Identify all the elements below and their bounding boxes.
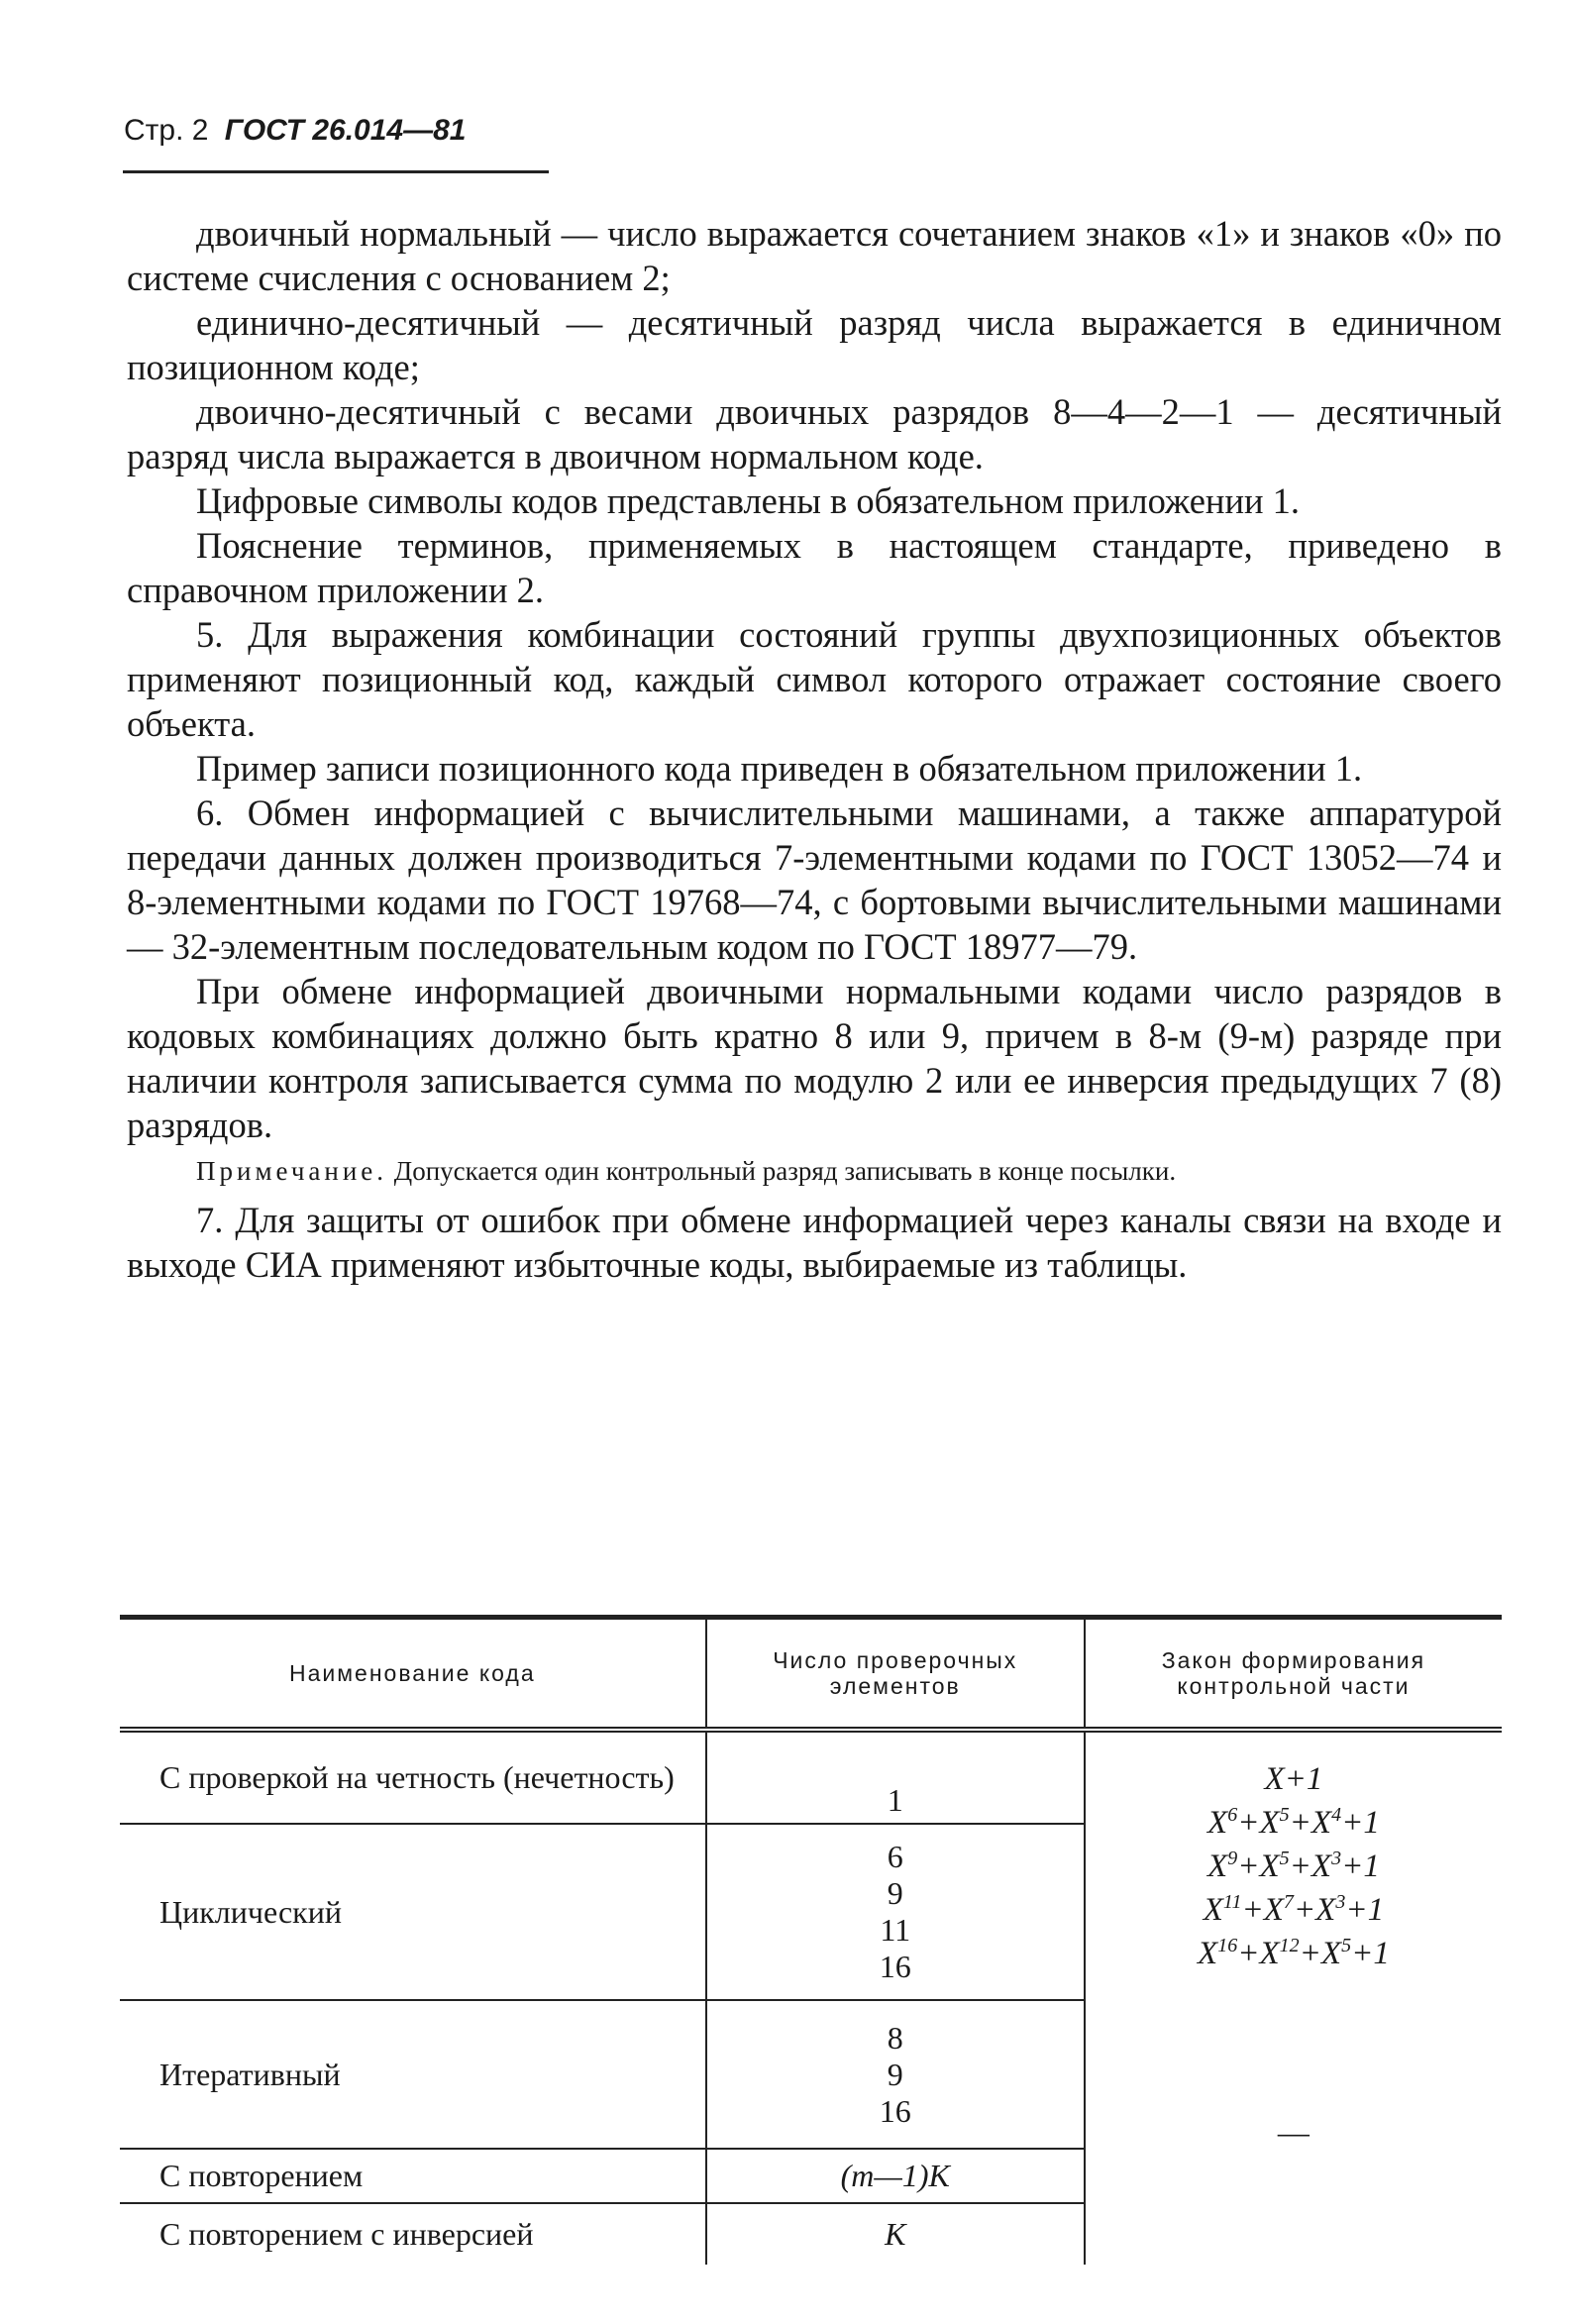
cell-name: Циклический <box>120 1824 706 2000</box>
law-cyclic-16: $X^{16}+X^{12}+X^5+1$ <box>1198 1935 1390 1971</box>
header-rule <box>123 170 549 173</box>
codes-table <box>120 1615 1502 2265</box>
header-check-count: Число проверочных элементов <box>706 1618 1085 1731</box>
header-code-name: Наименование кода <box>289 1660 536 1686</box>
header-law: Закон формирования контрольной части <box>1161 1647 1426 1699</box>
cell-name: С повторением <box>120 2149 706 2203</box>
paragraph: двоичный нормальный — число выражается сочетанием знаков «1» и знаков «0» по системе счисления с основанием 2; <box>127 213 1502 298</box>
note-text: Допускается один контрольный разряд записывать в конце посылки. <box>393 1156 1177 1186</box>
check-value: 8 <box>887 2019 903 2056</box>
cell-checks <box>706 1824 1085 2000</box>
cell-checks: (m—1)K <box>706 2149 1085 2203</box>
paragraph: двоично-десятичный с весами двоичных разрядов 8—4—2—1 — десятичный разряд числа выражается в двоичном нормальном коде. <box>127 391 1502 476</box>
check-value: 9 <box>887 1875 903 1911</box>
cell-name: С проверкой на четность (нечетность) <box>120 1730 706 1824</box>
paragraph: Пример записи позиционного кода приведен в обязательном приложении 1. <box>196 748 1363 789</box>
cell-law <box>1085 1730 1502 2000</box>
check-value: 11 <box>880 1912 911 1948</box>
paragraph: Пояснение терминов, применяемых в настоящем стандарте, приведено в справочном приложении 2. <box>127 525 1502 610</box>
paragraph: Цифровые символы кодов представлены в обязательном приложении 1. <box>196 480 1301 521</box>
table-row <box>120 1730 1502 1824</box>
cell-checks <box>706 2000 1085 2149</box>
paragraph: единично-десятичный — десятичный разряд числа выражается в единичном позиционном коде; <box>127 302 1502 387</box>
cell-checks: K <box>706 2203 1085 2265</box>
check-value: 6 <box>887 1839 903 1874</box>
standard-number: ГОСТ 26.014—81 <box>224 114 467 147</box>
law-cyclic-9: $X^9+X^5+X^3+1$ <box>1207 1848 1380 1884</box>
law-cyclic-11: $X^{11}+X^7+X^3+1$ <box>1203 1891 1385 1928</box>
law-parity: X+1 <box>1264 1761 1323 1797</box>
page-header <box>124 114 466 148</box>
table-row <box>120 2000 1502 2149</box>
check-value: 16 <box>879 2092 911 2129</box>
paragraph-7: 7. Для защиты от ошибок при обмене информацией через каналы связи на входе и выходе СИА применяют избыточные коды, выбираемые из таблицы. <box>127 1200 1502 1285</box>
paragraph: 6. Обмен информацией с вычислительными машинами, а также аппаратурой передачи данных должен производиться 7-элементными кодами по ГОСТ 13052—74 и 8-элементными кодами по ГОСТ 19768—74, с бортовыми вычислительными машинами — 32-элементным последовательным кодом по ГОСТ 18977—79. <box>127 792 1502 967</box>
cell-name: С повторением с инверсией <box>159 2216 534 2252</box>
cell-law-empty: — <box>1277 2114 1310 2150</box>
note-label: Примечание. <box>196 1156 388 1186</box>
body-text <box>127 211 1502 1287</box>
check-value: 9 <box>887 2056 903 2092</box>
check-value: 16 <box>879 1949 911 1984</box>
page-number: Стр. 2 <box>124 114 209 147</box>
law-cyclic-6: $X^6+X^5+X^4+1$ <box>1207 1804 1380 1841</box>
paragraph: При обмене информацией двоичными нормальными кодами число разрядов в кодовых комбинациях должно быть кратно 8 или 9, причем в 8-м (9-м) разряде при наличии контроля записывается сумма по модулю 2 или ее инверсия предыдущих 7 (8) разрядов. <box>127 971 1502 1145</box>
cell-name: Итеративный <box>120 2000 706 2149</box>
paragraph: 5. Для выражения комбинации состояний группы двухпозиционных объектов применяют позиционный код, каждый символ которого отражает состояние своего объекта. <box>127 614 1502 744</box>
note <box>127 1155 1502 1188</box>
cell-checks: 1 <box>706 1730 1085 1824</box>
